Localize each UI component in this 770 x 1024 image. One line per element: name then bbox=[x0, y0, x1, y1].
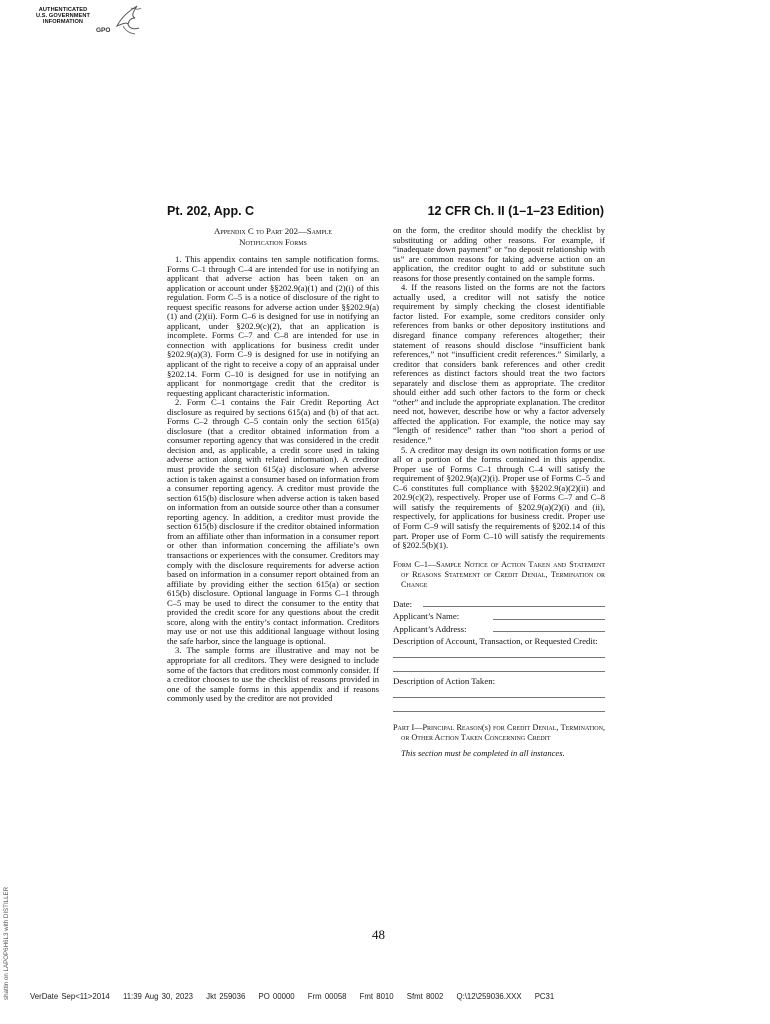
footer-verdate: VerDate Sep<11>2014 bbox=[30, 992, 110, 1001]
applicant-name-field bbox=[393, 610, 605, 623]
footer-po: PO 00000 bbox=[258, 992, 295, 1001]
applicant-address-label: Applicant’s Address: bbox=[393, 623, 467, 634]
date-label: Date: bbox=[393, 598, 413, 609]
paragraph-3-continued: on the form, the creditor should modify the checklist by substituting or adding other reasons. For example, if “inadequate down payment” or “no deposit relationship with us” are common reasons for taking adverse action on an application, the creditor ought to add or substitute such reasons for those presently contained on the sample forms. bbox=[393, 225, 605, 283]
description-label: Description of Account, Transaction, or Requested Credit: bbox=[393, 636, 598, 647]
gpo-seal-text bbox=[31, 7, 95, 26]
part-one-title: Part I—Principal Reason(s) for Credit Denial, Termination, or Other Action Taken Concerning Credit bbox=[393, 722, 605, 742]
appendix-title-line-1: Appendix C to Part 202—Sample bbox=[214, 226, 332, 236]
applicant-address-field bbox=[393, 623, 605, 636]
applicant-name-blank-line bbox=[493, 619, 605, 620]
description-blank-line-1 bbox=[393, 647, 605, 658]
action-blank-line-1 bbox=[393, 687, 605, 698]
seal-line-3: INFORMATION bbox=[42, 19, 84, 26]
action-blank-line-2 bbox=[393, 701, 605, 712]
running-head-right: 12 CFR Ch. II (1–1–23 Edition) bbox=[427, 204, 604, 218]
action-taken-label: Description of Action Taken: bbox=[393, 675, 496, 686]
description-blank-line-2 bbox=[393, 661, 605, 672]
part-one-instruction: This section must be completed in all instances. bbox=[401, 748, 565, 759]
appendix-title bbox=[167, 226, 379, 247]
footer-fmt: Fmt 8010 bbox=[359, 992, 394, 1001]
form-c1-title: Form C–1—Sample Notice of Action Taken and Statement of Reasons Statement of Credit Denial, Termination or Change bbox=[393, 559, 605, 590]
appendix-title-line-2: Notification Forms bbox=[239, 236, 307, 247]
eagle-logo-icon bbox=[113, 4, 143, 36]
paragraph-2: 2. Form C–1 contains the Fair Credit Reporting Act disclosure as required by sections 615(a) and (b) of that act. Forms C–2 through C–5 contain only the section 615(a) disclosure (that a creditor obtained information from a consumer reporting agency that was considered in the credit decision and, as applicable, a credit score used in taking adverse action along with related information). A creditor must provide the section 615(a) disclosure when adverse action is taken against a consumer based on information from a consumer reporting agency. A creditor must provide the section 615(b) disclosure when adverse action is taken based on information from an outside source other than a consumer reporting agency. In addition, a creditor must provide the section 615(b) disclosure if the creditor obtained information from an affiliate other than information in a consumer report or other than information concerning the affiliate’s own transactions or experiences with the consumer. Creditors may comply with the disclosure requirements for adverse action based on information in a consumer report obtained from an affiliate by providing either the section 615(a) or section 615(b) disclosure. Optional language in Forms C–1 through C–5 may be used to direct the consumer to the entity that provided the credit score for any questions about the credit score, along with the entity’s contact information. Creditors may use or not use this additional language without losing the safe harbor, since the language is optional. bbox=[167, 397, 379, 646]
footer-jkt: Jkt 259036 bbox=[206, 992, 246, 1001]
running-head bbox=[167, 204, 604, 220]
paragraph-1: 1. This appendix contains ten sample notification forms. Forms C–1 through C–4 are intended for use in notifying an applicant that adverse action has been taken on an application or account under §§202.9(a)(1) and (2)(i) of this regulation. Form C–5 is a notice of disclosure of the right to request specific reasons for adverse action under §§202.9(a)(1) and (2)(ii). Form C–6 is designed for use in notifying an applicant, under §202.9(c)(2), that an application is incomplete. Forms C–7 and C–8 are intended for use in connection with applications for business credit under §202.9(a)(3). Form C–9 is designed for use in notifying an applicant of the right to receive a copy of an appraisal under §202.14. Form C–10 is designed for use in notifying an applicant for nonmortgage credit that the creditor is requesting applicant characteristic information. bbox=[167, 254, 379, 398]
applicant-address-blank-line bbox=[493, 631, 605, 632]
page-number: 48 bbox=[372, 927, 385, 942]
paragraph-5: 5. A creditor may design its own notification forms or use all or a portion of the forms contained in this appendix. Proper use of Forms C–1 through C–4 will satisfy the requirement of §202.9(a)(2)(i). Proper use of Forms C–5 and C–6 constitutes full compliance with §§202.9(a)(2)(ii) and 202.9(c)(2), respectively. Proper use of Forms C–7 and C–8 will satisfy the requirements of §202.9(a)(2)(i) and (ii), respectively, for applications for business credit. Proper use of Form C–9 will satisfy the requirements of §202.14 of this part. Proper use of Form C–10 will satisfy the requirements of §202.5(b)(1). bbox=[393, 444, 605, 551]
seal-line-2: U.S. GOVERNMENT bbox=[35, 13, 91, 20]
right-column bbox=[393, 226, 605, 759]
sidebar-processing-note: shattin on LAPOP6H6L3 with DISTILLER bbox=[3, 886, 10, 1000]
footer-pc: PC31 bbox=[534, 992, 555, 1001]
footer-sfmt: Sfmt 8002 bbox=[406, 992, 444, 1001]
paragraph-4: 4. If the reasons listed on the forms are not the factors actually used, a creditor will not satisfy the notice requirement by simply checking the closest identifiable factor listed. For example, some creditors consider only references from banks or other depository institutions and disregard finance company references altogether; their statement of reasons should disclose “insufficient bank references,” not “insufficient credit references.” Similarly, a creditor that considers bank references and other credit references as distinct factors should treat the two factors separately and disclose them as appropriate. The creditor should either add such other factors to the form or check “other” and include the appropriate explanation. The creditor need not, however, describe how or why a factor adversely affected the application. For example, the notice may say “length of residence” rather than “too short a period of residence.” bbox=[393, 282, 605, 446]
paragraph-3: 3. The sample forms are illustrative and may not be appropriate for all creditors. They were designed to include some of the factors that creditors most commonly consider. If a creditor chooses to use the checklist of reasons provided in one of the sample forms in this appendix and if reasons commonly used by the creditor are not provided bbox=[167, 645, 379, 704]
applicant-name-label: Applicant’s Name: bbox=[393, 611, 460, 622]
footer-frm: Frm 00058 bbox=[307, 992, 347, 1001]
footer-path: Q:\12\259036.XXX bbox=[456, 992, 522, 1001]
date-blank-line bbox=[423, 606, 605, 607]
running-head-left: Pt. 202, App. C bbox=[167, 204, 255, 218]
date-field bbox=[393, 598, 605, 611]
gpo-label: GPO bbox=[96, 27, 111, 34]
seal-line-1: AUTHENTICATED bbox=[38, 7, 88, 13]
footer-time: 11:39 Aug 30, 2023 bbox=[122, 992, 193, 1001]
left-column bbox=[167, 226, 379, 704]
footer-metadata bbox=[30, 992, 564, 1001]
